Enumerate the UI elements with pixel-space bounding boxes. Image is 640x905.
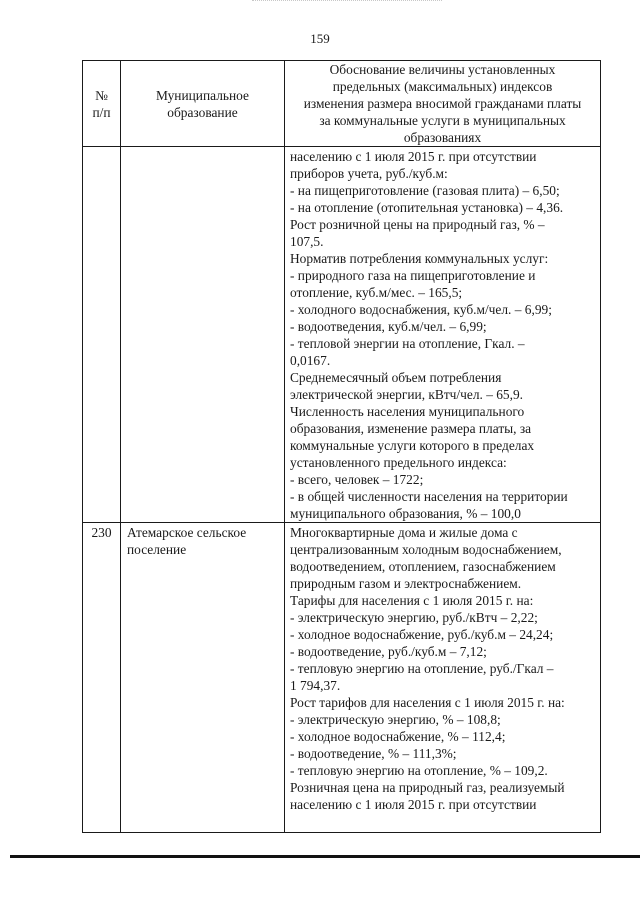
header-number [83, 61, 121, 147]
text-line: Среднемесячный объем потребления [290, 370, 502, 385]
header-justification [285, 61, 601, 147]
header-line: образованиях [403, 130, 482, 145]
text-line: - электрическую энергию, % – 108,8; [290, 712, 501, 727]
header-line: Муниципальное [156, 87, 249, 103]
text-line: - тепловой энергии на отопление, Гкал. – [290, 336, 525, 351]
text-line: Рост розничной цены на природный газ, % – [290, 217, 545, 232]
row-municipality [121, 147, 285, 523]
row-municipality [121, 523, 285, 833]
text-line: - холодного водоснабжения, куб.м/чел. – 6,99; [290, 302, 552, 317]
text-line: Тарифы для населения с 1 июля 2015 г. на: [290, 593, 534, 608]
table-header-row [83, 61, 601, 147]
text-line: Многоквартирные дома и жилые дома с [290, 525, 518, 540]
header-line: № [95, 87, 108, 103]
row-justification [285, 147, 601, 523]
header-line: п/п [92, 104, 111, 120]
text-line: - водоотведение, руб./куб.м – 7,12; [290, 644, 487, 659]
text-line: отопление, куб.м/мес. – 165,5; [290, 285, 463, 300]
text-line: коммунальные услуги которого в пределах [290, 438, 535, 453]
header-line: Обоснование величины установленных [329, 62, 556, 77]
text-line: - на пищеприготовление (газовая плита) – 6,50; [290, 183, 560, 198]
text-line: Рост тарифов для населения с 1 июля 2015 г. на: [290, 695, 565, 710]
header-line: образование [167, 104, 238, 120]
text-line: централизованным холодным водоснабжением, [290, 542, 562, 557]
municipality-line: поселение [127, 542, 187, 557]
row-number [83, 147, 121, 523]
header-line: за коммунальные услуги в муниципальных [319, 113, 566, 128]
text-line: образования, изменение размера платы, за [290, 421, 532, 436]
text-line: установленного предельного индекса: [290, 455, 507, 470]
header-line: изменения размера вносимой гражданами платы [303, 96, 582, 111]
text-line: 1 794,37. [290, 678, 341, 693]
text-line: 107,5. [290, 234, 324, 249]
text-line: населению с 1 июля 2015 г. при отсутствии [290, 797, 537, 812]
text-line: - тепловую энергию на отопление, руб./Гкал – [290, 661, 554, 676]
text-line: - на отопление (отопительная установка) – 4,36. [290, 200, 564, 215]
text-line: населению с 1 июля 2015 г. при отсутствии [290, 149, 537, 164]
text-line: Розничная цена на природный газ, реализуемый [290, 780, 565, 795]
row-justification [285, 523, 601, 833]
municipality-line: Атемарское сельское [127, 525, 247, 540]
text-line: - электрическую энергию, руб./кВтч – 2,22; [290, 610, 538, 625]
text-line: - всего, человек – 1722; [290, 472, 424, 487]
text-line: - холодное водоснабжение, % – 112,4; [290, 729, 506, 744]
text-line: - тепловую энергию на отопление, % – 109,2. [290, 763, 548, 778]
text-line: - водоотведения, куб.м/чел. – 6,99; [290, 319, 487, 334]
text-line: - природного газа на пищеприготовление и [290, 268, 536, 283]
header-line: предельных (максимальных) индексов [332, 79, 553, 94]
text-line: Численность населения муниципального [290, 404, 525, 419]
text-line: 0,0167. [290, 353, 331, 368]
text-line: муниципального образования, % – 100,0 [290, 506, 521, 521]
table-row [83, 523, 601, 833]
text-line: приборов учета, руб./куб.м: [290, 166, 448, 181]
scan-edge-artifact [252, 0, 442, 5]
text-line: - холодное водоснабжение, руб./куб.м – 24,24; [290, 627, 554, 642]
row-number: 230 [83, 523, 121, 833]
page-number: 159 [310, 31, 330, 46]
text-line: Норматив потребления коммунальных услуг: [290, 251, 549, 266]
text-line: электрической энергии, кВтч/чел. – 65,9. [290, 387, 524, 402]
text-line: - в общей численности населения на территории [290, 489, 568, 504]
bottom-rule [10, 855, 640, 858]
text-line: природным газом и электроснабжением. [290, 576, 522, 591]
header-municipality [121, 61, 285, 147]
index-table [82, 60, 601, 833]
table-row [83, 147, 601, 523]
text-line: водоотведением, отоплением, газоснабжением [290, 559, 556, 574]
text-line: - водоотведение, % – 111,3%; [290, 746, 457, 761]
